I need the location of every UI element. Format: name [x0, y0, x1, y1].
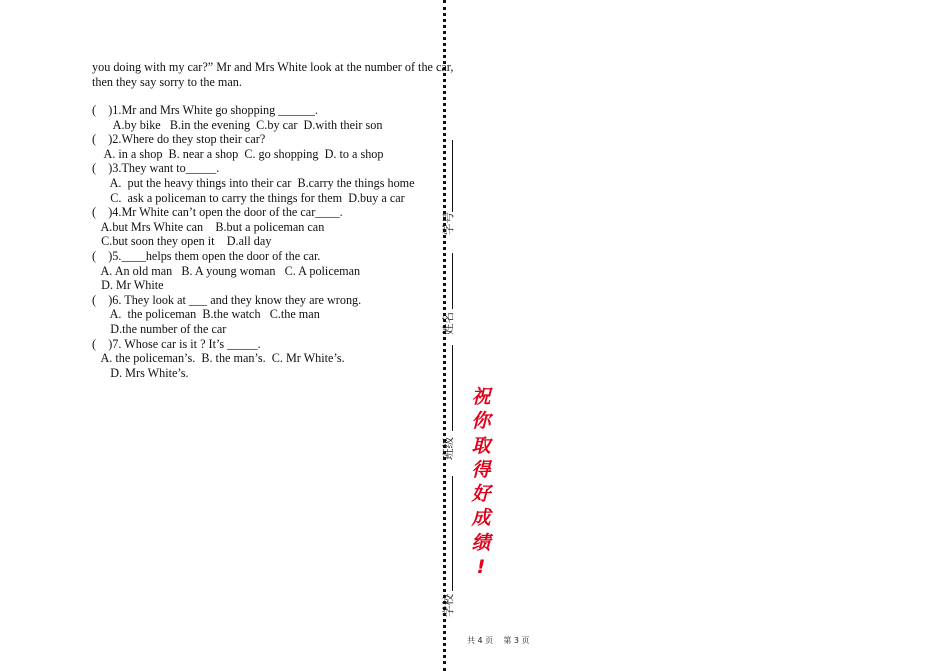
wish-char: 得 [471, 458, 491, 481]
question-options: A. in a shop B. near a shop C. go shopping D. to a shop [92, 146, 384, 161]
wish-char: 祝 [471, 386, 491, 408]
wish-char: 成 [471, 507, 491, 530]
question-4 [92, 205, 442, 249]
wish-char: 绩 [471, 531, 491, 554]
class-label: 班级 [441, 437, 455, 460]
question-3 [92, 161, 442, 205]
question-stem: ( )1.Mr and Mrs White go shopping ______. [92, 103, 318, 117]
name-blank [452, 253, 453, 309]
binding-dotted-line [443, 0, 446, 671]
school-blank [452, 476, 453, 591]
question-stem: ( )2.Where do they stop their car? [92, 132, 266, 147]
wish-char: ! [476, 556, 486, 579]
name-label: 姓名 [441, 312, 455, 335]
question-2 [92, 132, 442, 161]
question-options: A. put the heavy things into their car B.carry the things home [92, 175, 415, 190]
class-blank [452, 345, 453, 431]
student-id-label: 学号 [441, 212, 455, 235]
school-label: 学校 [441, 594, 455, 617]
student-id-blank [452, 140, 453, 212]
question-stem: ( )5.____helps them open the door of the car. [92, 248, 321, 263]
question-options: A.by bike B.in the evening C.by car D.with their son [92, 117, 383, 132]
question-options: C.but soon they open it D.all day [92, 234, 272, 249]
question-options: C. ask a policeman to carry the things for them D.buy a car [92, 190, 405, 205]
question-options: D. Mr White [92, 278, 164, 293]
question-options: A. the policeman’s. B. the man’s. C. Mr White’s. [92, 351, 345, 366]
question-options: D. Mrs White’s. [92, 365, 189, 380]
question-7 [92, 337, 442, 381]
page-number-footer: 共 4 页 第 3 页 [467, 636, 530, 645]
question-stem: ( )7. Whose car is it ? It’s _____. [92, 336, 261, 351]
question-list [92, 103, 442, 380]
question-options: A. the policeman B.the watch C.the man [92, 307, 320, 322]
wish-char: 你 [471, 410, 491, 433]
passage [92, 60, 487, 89]
question-options: A. An old man B. A young woman C. A policeman [92, 263, 361, 278]
passage-line-2: then they say sorry to the man. [92, 74, 242, 89]
good-luck-message [466, 385, 496, 579]
question-stem: ( )3.They want to_____. [92, 161, 220, 176]
wish-char: 好 [471, 483, 491, 506]
question-1 [92, 103, 442, 132]
question-options: A.but Mrs White can B.but a policeman can [92, 219, 325, 234]
question-options: D.the number of the car [92, 321, 227, 336]
question-stem: ( )6. They look at ___ and they know they are wrong. [92, 292, 362, 307]
passage-line-1: you doing with my car?” Mr and Mrs White look at the number of the car, [92, 60, 454, 74]
question-5 [92, 249, 442, 293]
wish-char: 取 [471, 434, 491, 457]
question-6 [92, 293, 442, 337]
question-stem: ( )4.Mr White can’t open the door of the car____. [92, 205, 343, 220]
